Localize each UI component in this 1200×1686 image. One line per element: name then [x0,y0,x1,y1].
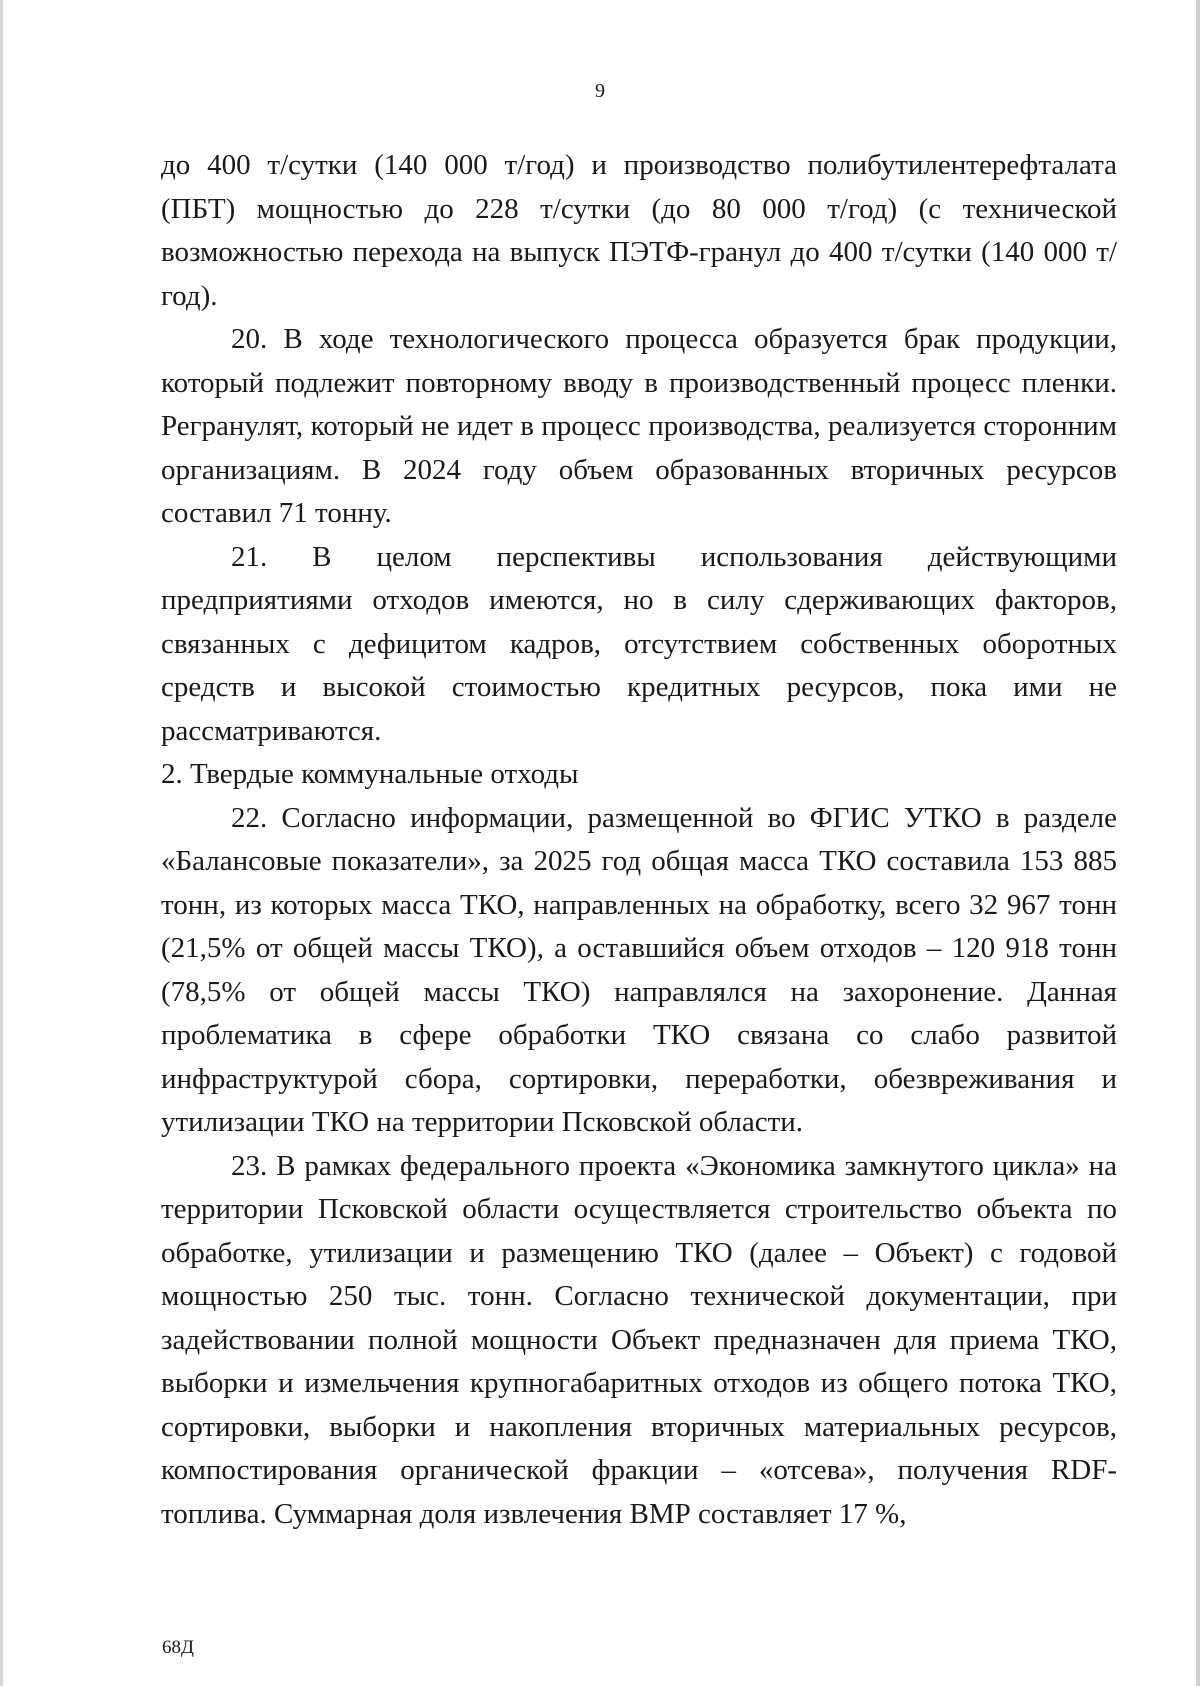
document-body [161,144,1117,1536]
scan-edge-right [1196,0,1200,1686]
paragraph-20: 20. В ходе технологического процесса образуется брак продукции, который подлежит повторному вводу в производственный процесс пленки. Регранулят, который не идет в процесс производства, реализуется сторонним организациям. В 2024 году объем образованных вторичных ресурсов составил 71 тонну. [161,323,1117,529]
paragraph-21: 21. В целом перспективы использования действующими предприятиями отходов имеются, но в силу сдерживающих факторов, связанных с дефицитом кадров, отсутствием собственных оборотных средств и высокой стоимостью кредитных ресурсов, пока ими не рассматриваются. [161,540,1117,747]
section-heading: 2. Твердые коммунальные отходы [161,758,579,790]
scan-edge-left [0,0,3,1686]
footer-code: 68Д [162,1637,194,1658]
paragraph-23: 23. В рамках федерального проекта «Экономика замкнутого цикла» на территории Псковской области осуществляется строительство объекта по обработке, утилизации и размещению ТКО (далее – Объект) с годовой мощностью 250 тыс. тонн. Согласно технической документации, при задействовании полной мощности Объект предназначен для приема ТКО, выборки и измельчения крупногабаритных отходов из общего потока ТКО, сортировки, выборки и накопления вторичных материальных ресурсов, компостирования органической фракции – «отсева», получения RDF-топлива. Суммарная доля извлечения ВМР составляет 17 %, [161,1149,1117,1530]
paragraph-22: 22. Согласно информации, размещенной во ФГИС УТКО в разделе «Балансовые показатели», за 2025 год общая масса ТКО составила 153 885 тонн, из которых масса ТКО, направленных на обработку, всего 32 967 тонн (21,5% от общей массы ТКО), а оставшийся объем отходов – 120 918 тонн (78,5% от общей массы ТКО) направлялся на захоронение. Данная проблематика в сфере обработки ТКО связана со слабо развитой инфраструктурой сбора, сортировки, переработки, обезвреживания и утилизации ТКО на территории Псковской области. [161,801,1117,1138]
paragraph-continuation: до 400 т/сутки (140 000 т/год) и производство полибутилентерефталата (ПБТ) мощностью до 228 т/сутки (до 80 000 т/год) (с технической возможностью перехода на выпуск ПЭТФ-гранул до 400 т/сутки (140 000 т/год). [161,149,1117,312]
page-number: 9 [595,80,605,102]
